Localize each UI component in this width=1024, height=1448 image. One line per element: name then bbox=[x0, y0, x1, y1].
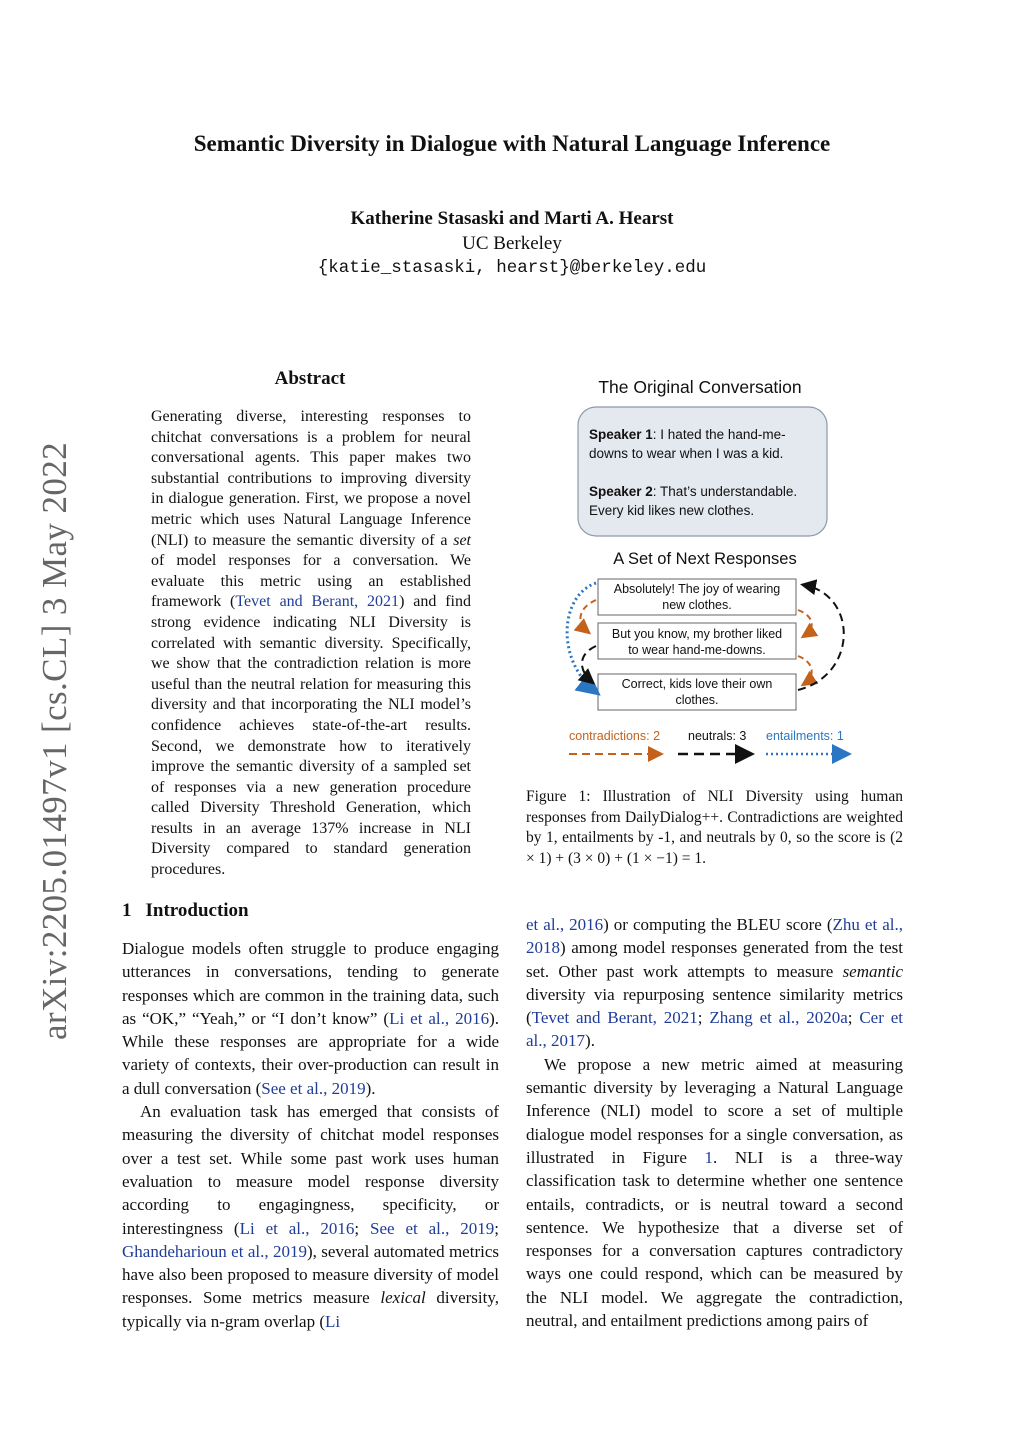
citation-link[interactable]: Ghandeharioun et al., 2019 bbox=[122, 1241, 307, 1261]
citation-link[interactable]: Li bbox=[324, 1311, 341, 1331]
citation-link[interactable]: Zhu et al., 2018 bbox=[526, 915, 903, 958]
contradiction-arrow-right-2 bbox=[798, 656, 812, 684]
section-heading: 1 Introduction bbox=[122, 900, 249, 921]
citation-link[interactable]: Li et al., 2016 bbox=[389, 1008, 490, 1028]
paper-title: Semantic Diversity in Dialogue with Natural Language Inference bbox=[193, 131, 831, 156]
paper-affiliation: UC Berkeley bbox=[462, 233, 562, 254]
figure-caption: Figure 1: Illustration of NLI Diversity using human responses from DailyDialog++. Contradictions are weighted by 1, entailments by -1, and neutrals by 0, so the score is (2 × 1) + (3 × 0) + (1 × −1) = 1. bbox=[526, 788, 903, 867]
legend-entailments: entailments: 1 bbox=[766, 729, 844, 743]
contradiction-arrow-left bbox=[580, 600, 596, 632]
citation-link[interactable]: Cer et al., 2017 bbox=[526, 1008, 903, 1051]
citation-link[interactable]: Tevet and Berant, 2021 bbox=[235, 593, 400, 611]
citation-link[interactable]: Li et al., 2016 bbox=[239, 1218, 355, 1238]
contradiction-arrow-right bbox=[798, 610, 812, 636]
response-1-line-2: new clothes. bbox=[662, 598, 732, 612]
citation-link[interactable]: Zhang et al., 2020a bbox=[709, 1008, 848, 1028]
neutral-arrow-left bbox=[582, 646, 596, 682]
speaker-2-line-1: Speaker 2: That’s understandable. bbox=[589, 484, 798, 499]
neutral-arrow-right bbox=[798, 585, 844, 690]
citation-link[interactable]: Tevet and Berant, 2021 bbox=[531, 1008, 698, 1028]
citation-link[interactable]: et al., 2016 bbox=[526, 915, 604, 934]
response-1-line-1: Absolutely! The joy of wearing bbox=[613, 582, 781, 596]
figure-heading-conversation: The Original Conversation bbox=[598, 377, 802, 397]
paper-authors: Katherine Stasaski and Marti A. Hearst bbox=[350, 208, 674, 229]
abstract-heading: Abstract bbox=[274, 368, 346, 389]
left-column-text: Dialogue models often struggle to produce engaging utterances in conversations, tending to generate responses which are common in the training data, such as “OK,” “Yeah,” or “I don’t know” (Li et al., 2016). While these responses are appropriate for a wide variety of contexts, their over-production can result in a dull conversation (See et al., 2019). An evaluation task has emerged that consists of measuring the diversity of chitchat model responses over a test set. While some past work uses human evaluation to measure model response diversity according to engagingness, specificity, or interestingness (Li et al., 2016; See et al., 2019; Ghandeharioun et al., 2019), several automated metrics have also been proposed to measure diversity of model responses. Some metrics measure lexical diversity, typically via n-gram overlap (Li bbox=[122, 939, 500, 1331]
figure-reference-link[interactable]: 1 bbox=[704, 1147, 714, 1167]
legend-contradictions: contradictions: 2 bbox=[569, 729, 661, 743]
abstract-body: Generating diverse, interesting responses to chitchat conversations is a problem for neural conversational agents. This paper makes two substantial contributions to improving diversity in dialogue generation. First, we propose a novel metric which uses Natural Language Inference (NLI) to measure the semantic diversity of a set of model responses for a conversation. We evaluate this metric using an established framework (Tevet and Berant, 2021) and find strong evidence indicating NLI Diversity is correlated with semantic diversity. Specifically, we show that the contradiction relation is more useful than the neutral relation for measuring this diversity and that incorporating the NLI model’s confidence achieves state-of-the-art results. Second, we demonstrate how to iteratively improve the semantic diversity of a sampled set of responses via a new generation procedure called Diversity Threshold Generation, which results in an average 137% increase in NLI Diversity compared to standard generation procedures. bbox=[151, 408, 472, 879]
response-3-line-1: Correct, kids love their own bbox=[621, 677, 773, 691]
arxiv-stamp: arXiv:2205.01497v1 [cs.CL] 3 May 2022 bbox=[35, 441, 74, 1040]
entailment-arrow bbox=[567, 583, 596, 692]
right-column-text: et al., 2016) or computing the BLEU score (Zhu et al., 2018) among model responses generated from the test set. Other past work attempts to measure semantic diversity via repurposing sentence similarity metrics (Tevet and Berant, 2021; Zhang et al., 2020a; Cer et al., 2017). We propose a new metric aimed at measuring semantic diversity by leveraging a Natural Language Inference (NLI) model to score a set of multiple dialogue model responses for a single conversation, as illustrated in Figure 1. NLI is a three-way classification task to determine whether one sentence entails, contradicts, or is neutral toward a second sentence. We hypothesize that a diverse set of responses for a conversation captures contradictory ways one could respond, which can be measured by the NLI model. We aggregate the contradiction, neutral, and entailment predictions among pairs of bbox=[526, 915, 903, 1331]
response-3-line-2: clothes. bbox=[675, 693, 719, 707]
figure-1 bbox=[540, 370, 870, 775]
speaker-1-line-1: Speaker 1: I hated the hand-me- bbox=[589, 427, 786, 442]
response-2-line-2: to wear hand-me-downs. bbox=[628, 643, 766, 657]
speaker-2-line-2: Every kid likes new clothes. bbox=[589, 503, 755, 518]
response-2-line-1: But you know, my brother liked bbox=[611, 627, 783, 641]
paper-email: {katie_stasaski, hearst}@berkeley.edu bbox=[317, 258, 707, 278]
citation-link[interactable]: See et al., 2019 bbox=[370, 1218, 495, 1238]
citation-link[interactable]: See et al., 2019 bbox=[261, 1078, 366, 1098]
speaker-1-line-2: downs to wear when I was a kid. bbox=[589, 446, 784, 461]
figure-heading-responses: A Set of Next Responses bbox=[613, 550, 797, 568]
legend-neutrals: neutrals: 3 bbox=[688, 729, 747, 743]
